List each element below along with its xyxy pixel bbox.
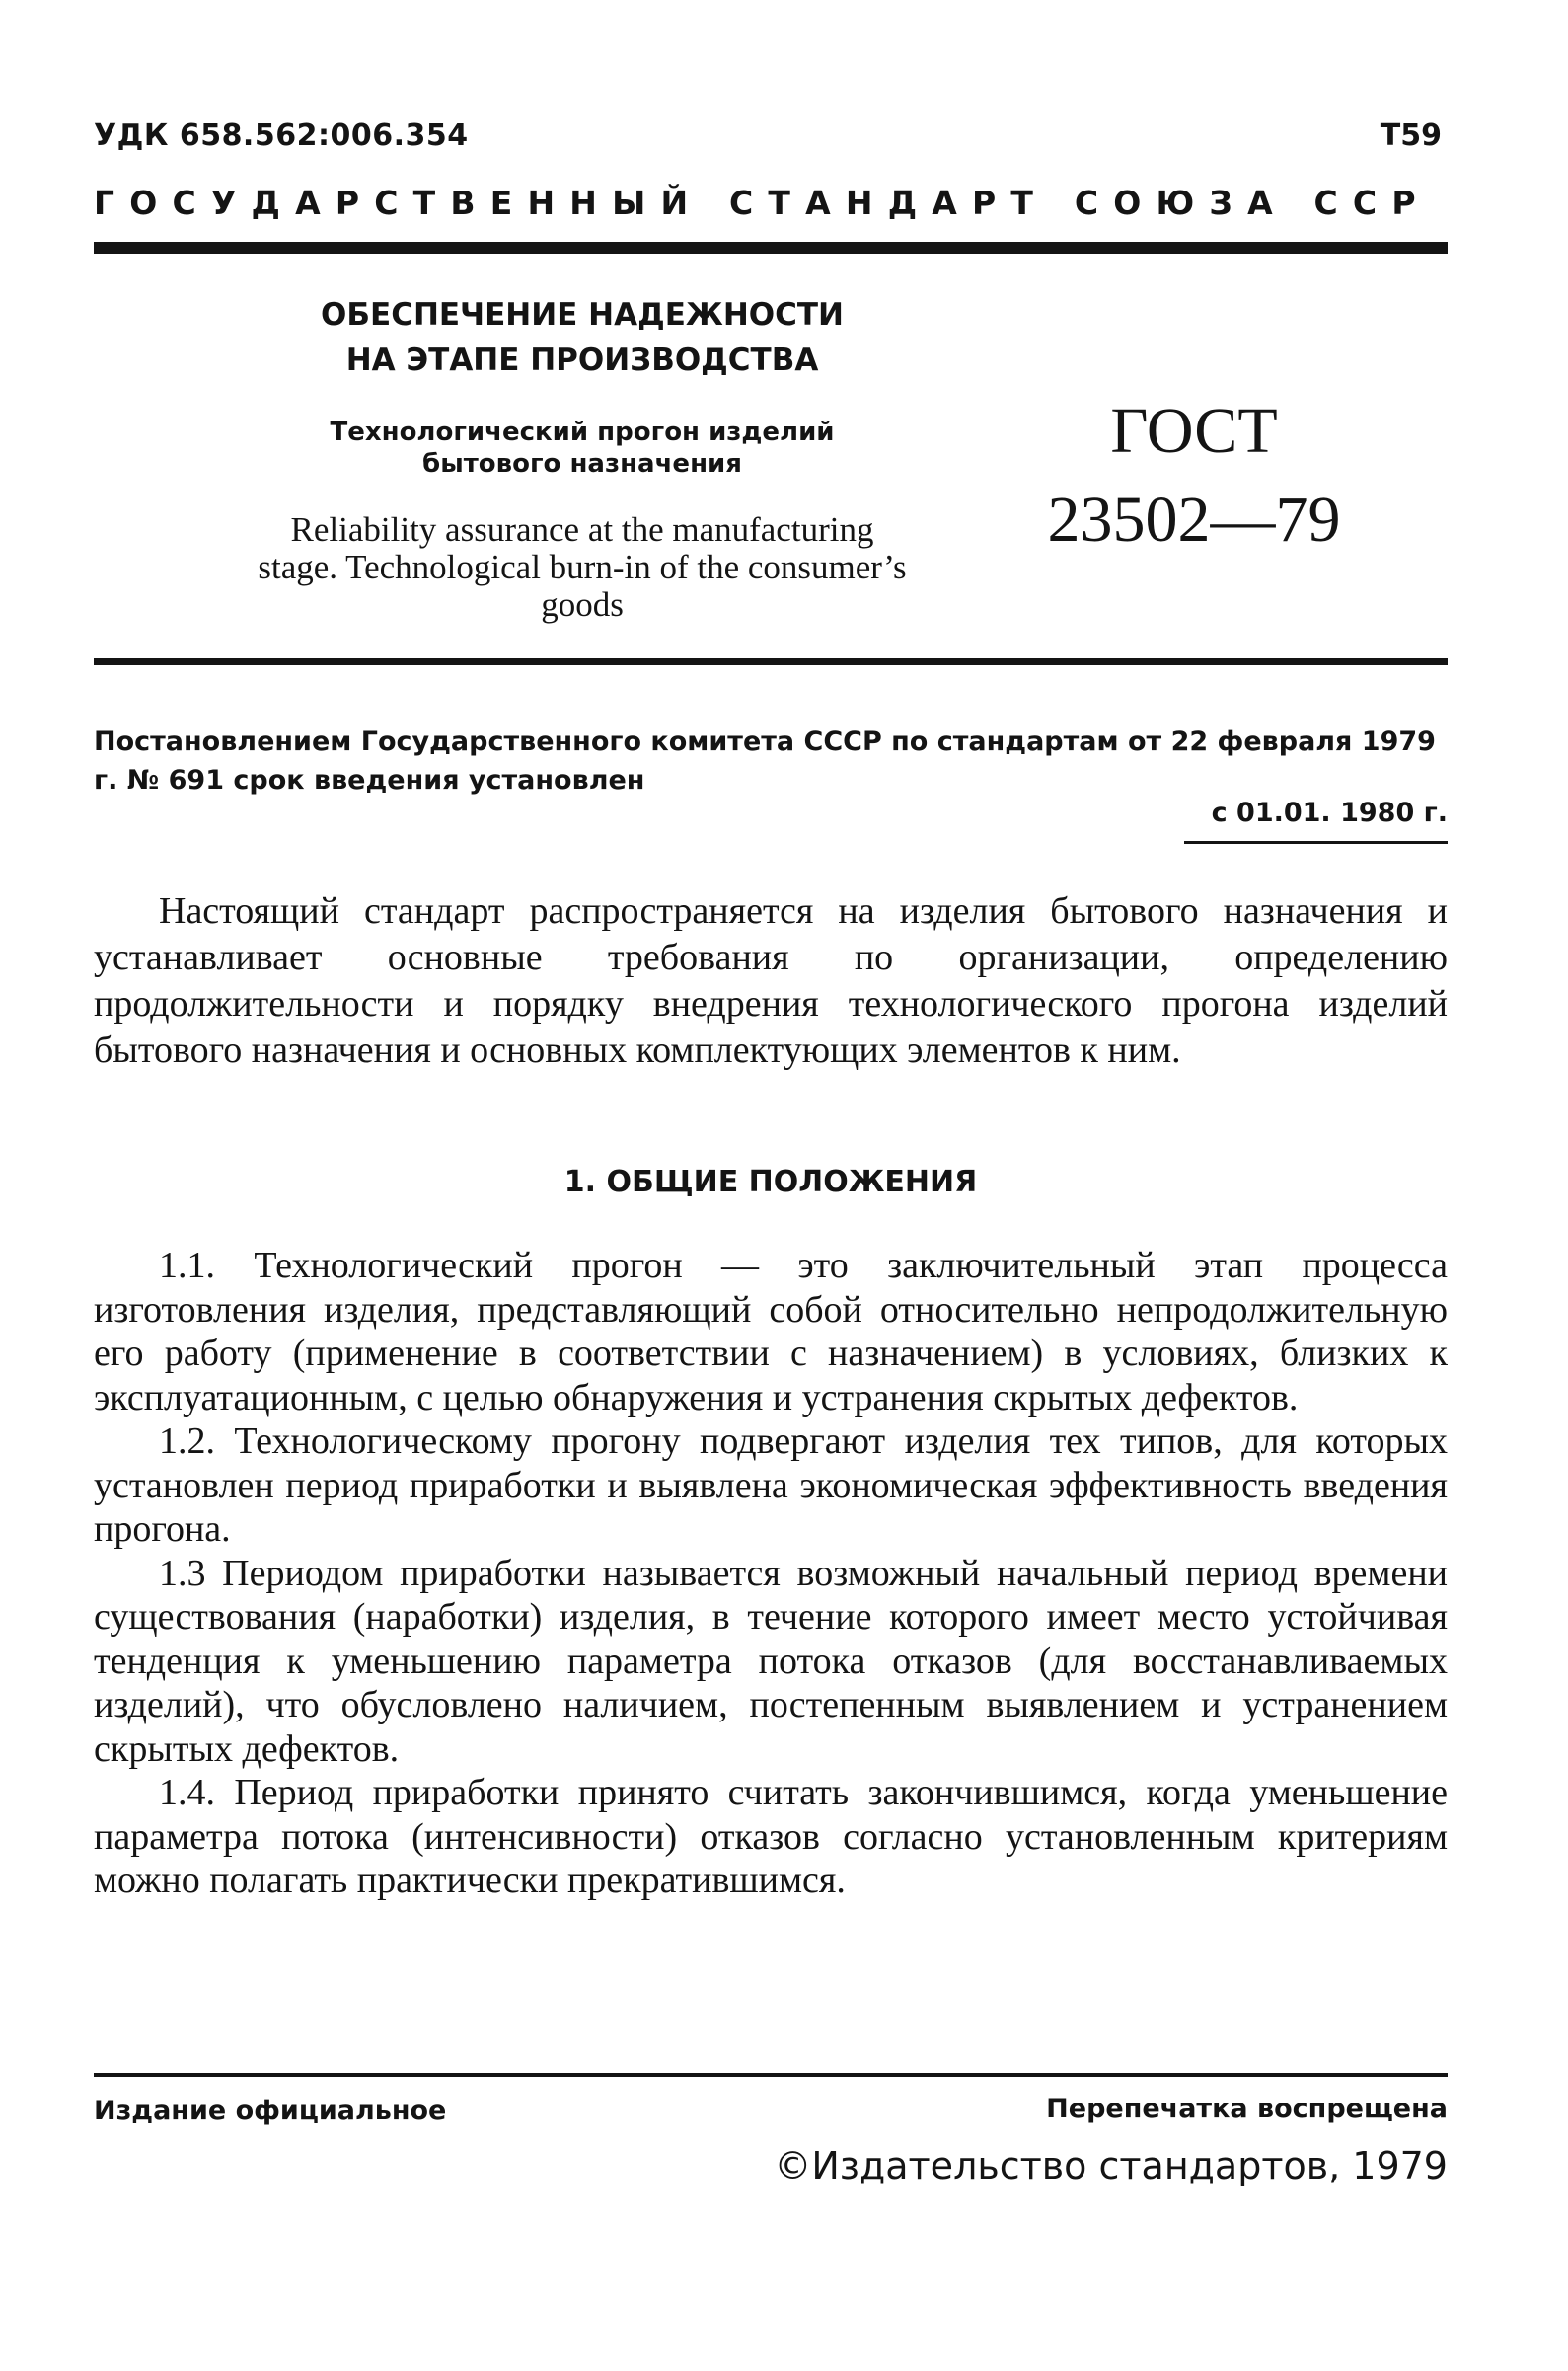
standard-header-line: ГОСУДАРСТВЕННЫЙ СТАНДАРТ СОЮЗА ССР — [94, 184, 1431, 222]
document-title — [276, 292, 888, 383]
intro-paragraph: Настоящий стандарт распространяется на изделия бытового назначения и устанавливает основные требования по организации, определению продолжительности и порядку внедрения технологического прогона изделий бытового назначения и основных комплектующих элементов к ним. — [94, 890, 1448, 1071]
effective-date: с 01.01. 1980 г. — [1211, 798, 1448, 828]
decree-text: Постановлением Государственного комитета СССР по стандартам от 22 февраля 1979 г. № 691 срок введения установлен — [94, 727, 1436, 796]
title-block-rule — [94, 658, 1448, 665]
date-underline — [1184, 841, 1448, 844]
section-heading: 1. ОБЩИЕ ПОЛОЖЕНИЯ — [563, 1165, 978, 1199]
document-subtitle — [276, 417, 888, 480]
gost-number: 23502—79 — [1047, 484, 1341, 556]
top-rule — [94, 242, 1448, 254]
english-title-line-1: Reliability assurance at the manufacturing — [290, 510, 874, 549]
publisher-copyright: ©Издательство стандартов, 1979 — [774, 2144, 1448, 2187]
page-code: Т59 — [1380, 118, 1442, 153]
english-title-line-2: stage. Technological burn-in of the consumer’s — [258, 548, 907, 586]
reprint-notice: Перепечатка воспрещена — [1046, 2094, 1448, 2124]
gost-label: ГОСТ — [1110, 395, 1278, 467]
subtitle-line-2: бытового назначения — [422, 449, 742, 479]
clause-1-4: 1.4. Период приработки принято считать закончившимся, когда уменьшение параметра потока (интенсивности) отказов согласно установленным критериям можно полагать практически прекратившимся. — [94, 1772, 1448, 1901]
title-line-1: ОБЕСПЕЧЕНИЕ НАДЕЖНОСТИ — [321, 297, 844, 333]
footer-rule — [94, 2073, 1448, 2077]
clause-1-1: 1.1. Технологический прогон — это заключительный этап процесса изготовления изделия, представляющий собой относительно непродолжительную его работу (применение в соответствии с назначением) в условиях, близких к эксплуатационным, с целью обнаружения и устранения скрытых дефектов. — [94, 1245, 1448, 1418]
clause-1-2: 1.2. Технологическому прогону подвергают изделия тех типов, для которых установлен период приработки и выявлена экономическая эффективность введения прогона. — [94, 1420, 1448, 1550]
subtitle-line-1: Технологический прогон изделий — [330, 418, 835, 447]
official-edition-label: Издание официальное — [94, 2096, 447, 2126]
english-title — [168, 511, 997, 624]
section-clauses — [94, 1244, 1448, 1903]
title-line-2: НА ЭТАПЕ ПРОИЗВОДСТВА — [345, 343, 819, 378]
english-title-line-3: goods — [541, 585, 624, 624]
udk-code: УДК 658.562:006.354 — [94, 118, 469, 153]
clause-1-3: 1.3 Периодом приработки называется возможный начальный период времени существования (наработки) изделия, в течение которого имеет место устойчивая тенденция к уменьшению параметра потока отказов (для восстанавливаемых изделий), что обусловлено наличием, постепенным выявлением и устранением скрытых дефектов. — [94, 1552, 1448, 1770]
